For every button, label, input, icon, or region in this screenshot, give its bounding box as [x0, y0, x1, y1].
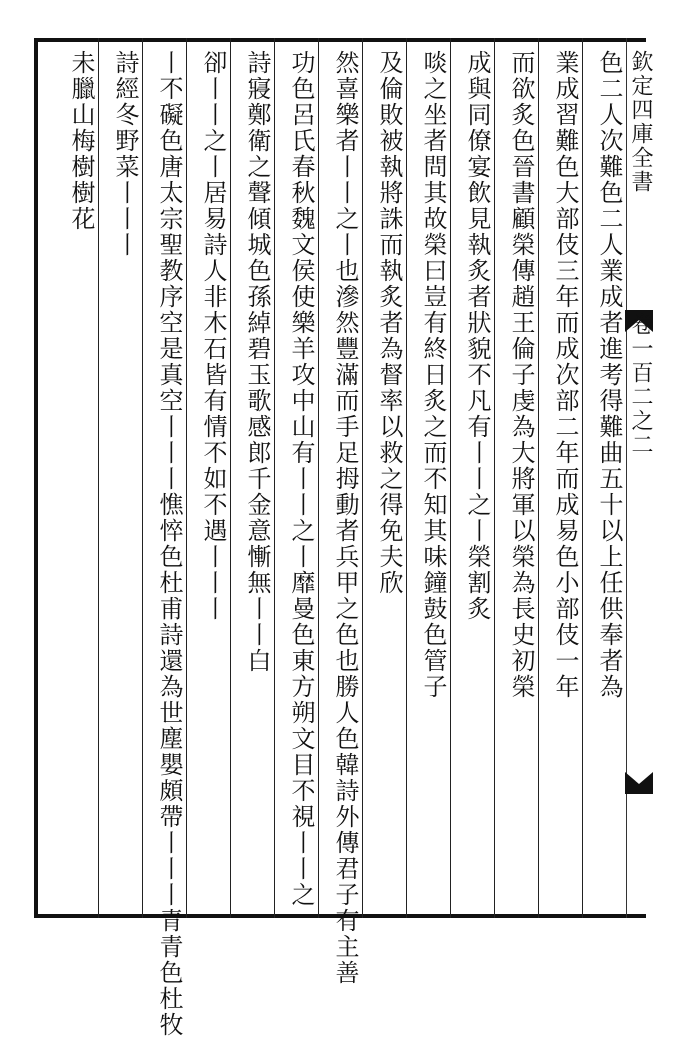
text-column-1: 色二人次難色二人業成者進考得難曲五十以上任供奉者為 [595, 50, 623, 700]
volume-label: 卷一百二之二 [628, 313, 653, 457]
collection-title: 欽定四庫全書 [628, 50, 653, 194]
text-column-11: 丨不礙色唐太宗聖教序空是真空丨丨丨憔悴色杜甫詩還為世塵嬰頗帶丨丨丨青青色杜牧 [155, 50, 183, 1038]
text-column-13: 未臘山梅樹樹花 [67, 50, 95, 232]
text-column-2: 業成習難色大部伎三年而成次部二年而成易色小部伎一年 [551, 50, 579, 700]
folio-margin [630, 50, 656, 910]
text-column-8: 功色呂氏春秋魏文侯使樂羊攻中山有丨丨之丨靡曼色東方朔文目不視丨丨之 [287, 50, 315, 908]
text-column-4: 成與同僚宴飲見執炙者狀貌不凡有丨丨之丨榮割炙 [463, 50, 491, 622]
text-column-5: 啖之坐者問其故榮曰豈有終日炙之而不知其味鐘鼓色管子 [419, 50, 447, 700]
text-column-6: 及倫敗被執將誅而執炙者為督率以救之得免夫欣 [375, 50, 403, 596]
text-column-7: 然喜樂者丨丨之丨也滲然豐滿而手足拇動者兵甲之色也勝人色韓詩外傳君子有主善 [331, 50, 359, 986]
text-column-9: 詩寢鄭衛之聲傾城色孫綽碧玉歌感郎千金意慚無丨丨白 [243, 50, 271, 674]
text-column-10: 卻丨丨之丨居易詩人非木石皆有情不如不遇丨丨丨 [199, 50, 227, 622]
text-column-3: 而欲炙色晉書顧榮傳趙王倫子虔為大將軍以榮為長史初榮 [507, 50, 535, 700]
text-column-12: 詩經冬野菜丨丨丨 [111, 50, 139, 258]
